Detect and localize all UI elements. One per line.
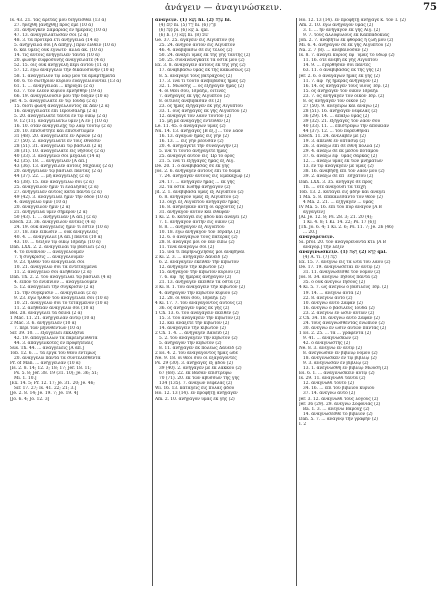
entry-line: 38 (31). 10. ἀναγγείλατε εἰς νήσους (2 α): [14, 149, 105, 155]
entry-line: 15. ἵνα τί παρηνώχλησάς μοι ἀναβῆναι: [159, 250, 245, 256]
entry-line: 39 (40). 2. ἀνήγαγέν με ἐκ λάκκου (2): [159, 366, 242, 372]
entry-line: 16. 14. ὃς ἀνήγαγεν τοὺς υἱοὺς Ἰσρ. (2): [303, 83, 390, 89]
entry-line: 31. 11. ἀναγνώσεσθε τὸν νόμον (2): [303, 270, 381, 276]
entry-line: 31. ἀνήγαγον αὐτὸν καὶ ἔθαψαν: [159, 209, 230, 215]
entry-line: 11. 2. ἀναγγελῶ σοι ἀλήθειαν (2 α): [14, 270, 92, 276]
entry-line: 7. 6. ἀφ᾽ ἧς ἡμέρας ἀνήγαγον (2): [159, 275, 232, 281]
entry-line: 15. διότι φωνὴ ἀναγγέλλοντος ἐκ Δὰν (2 α): [14, 103, 110, 109]
entry-line: 33. 1. οὓς ἀνήγαγες ἐκ γῆς Αἰγύπτου (2): [159, 108, 247, 114]
entry-line: 37. 6. ἀνάξω ἐφ᾽ ὑμᾶς σάρκας (2): [303, 154, 378, 160]
entry-line: 7. ἀνήγαγες ἐκ γῆς Αἰγύπτου (2): [159, 93, 230, 99]
entry-line: 22. 8. ἀνέγνω αὐτό (2): [303, 295, 353, 301]
entry-line: 61. 1. ... ἀναγγεῖλαι ... κηρύξαι (2 α): [14, 83, 94, 89]
entry-line: ἀναγορ.] τὴν λέξιν: [303, 245, 345, 251]
entry-line: 20. ἀναγγελῶ πάντα τὰ συντελεσθέντα: [14, 356, 101, 362]
entry-line: De. 17. 19. ἀναγνώσεται ἐν αὐτῷ (2): [299, 265, 380, 271]
entry-line: Ho. 12. 13 (14). ἐν προφήτῃ ἀνήγαγεν: [155, 391, 238, 397]
entry-line: 50. 25. συνανενέγκατε τὰ ὀστᾶ μου (2): [159, 58, 245, 64]
entry-line: Ezech. 11. 24. ἀνέλαβέν με (2): [299, 134, 366, 140]
entry-line: I. 2: [299, 421, 307, 427]
entry-line: 4. τὸ ἐνύπνιον ... ἀναγγελοῦμεν: [14, 250, 84, 256]
entry-line: 32. τὰ ὀστᾶ Ἰωσὴφ ἀνήγαγον (2): [159, 184, 231, 190]
entry-line: Jos. 8. 34. ἀνέγνω Ἰησοῦς πάντα (2): [299, 275, 378, 281]
entry-line: Wi. 16. 13. κατάγεις εἰς πύλας ᾅδου: [155, 386, 235, 392]
entry-line: 28. 8. ἀνάγαγέ μοι ὃν ἐὰν εἴπω (2): [159, 240, 235, 246]
entry-line: Jer. 4. 5. ἀναγγείλατε ἐν τῷ Ἰούδᾳ (2 α): [10, 98, 97, 104]
entry-line: Jer. 3. 12. ἀνάγνωθι τοὺς λόγους (2): [299, 396, 379, 402]
entry-line: 5. ἵνα τί τοῦτο ἀνηγάγετε ἡμᾶς: [159, 149, 228, 155]
running-head: ἀνάγειν — ἀναγινώσκειν.: [164, 3, 282, 13]
entry-line: 38. 16. ἀναβήσῃ ἐπὶ τὸν λαόν μου (2): [303, 169, 385, 175]
entry-line: (4) קוּם ni. (5) יָרַד hi. (6) פֶּרֶץ: [159, 23, 216, 29]
entry-line: [Ex. 14. 5; Pr. 12. 17; Je. 31. 20; Je. 46;: [10, 381, 95, 387]
entry-line: 8. ὃς ἀνήγαγεν τὸν οἶκον (2): [303, 98, 366, 104]
entry-line: 40. 4. ... ἀνάγγελλε [A ἀπ.] πάντα (10 α): [14, 235, 103, 241]
entry-line: 4. οἱ θεοί σου, Ἰσραήλ, οἵτινες: [159, 88, 226, 94]
entry-line: 10. 21. ἀναγγελῶ σοι τὸ τεταγμένον (10 α): [14, 300, 109, 306]
entry-line: 4 Ki. 17. 7. τοῦ ἀναγαγόντος αὐτοὺς (2): [155, 300, 243, 306]
entry-line: 1 Ki. 2. 6. κατάγει εἰς ᾅδου καὶ ἀνάγει (2): [155, 214, 247, 220]
entry-line: Is. 29. 11. ἀνάγνωθι ταῦτα (2): [299, 376, 366, 382]
entry-line: 23. 2. ἀνέγνω ἐν ὠσὶν αὐτῶν (2): [303, 310, 375, 316]
entry-line: 37. 18. ἐὰν εἴπωσιν ... οὐκ ἀναγγελεῖς: [14, 229, 98, 235]
entry-line: 20. ἀνάγγειλον ἡμῖν (2 α): [14, 204, 71, 210]
entry-line: 21. ἀνήγγειλα ὑμῖν σήμερον (2 α): [14, 209, 88, 215]
entry-line: ... 20.]: [303, 229, 317, 235]
entry-line: 57. 12. ἐγὼ ἀναγγελῶ τὴν δικαιοσύνην (10 α): [14, 68, 115, 74]
entry-line: 45 (38). 15. ἐὰν ἀναγγείλω σοι (2 α): [14, 179, 94, 185]
entry-line: 37. 14. ἀνέγνω αὐτὸ (2): [303, 391, 356, 397]
entry-line: 39. 2. ἀνάξω σε ἐπ᾽ ἐσχάτου (2): [303, 174, 374, 180]
entry-line: Ps. 5. 8; Jer. 38. 19 (31. 10); Je. 36; 51;: [14, 371, 99, 377]
entry-line: 16. 10. ὅταν ἀναγγείλῃς τῷ λαῷ τούτῳ (2 α): [14, 123, 112, 129]
entry-line: 32. 1. Μωυσῆς ... ὃς ἐξήγαγεν ἡμᾶς (2): [159, 83, 244, 89]
entry-line: 1 Ch. 13. 6. τοῦ ἀναγαγεῖν ἐκεῖθεν (2): [155, 310, 239, 316]
entry-line: Dan. Th. 2. 2. τοῦ ἀναγγεῖλαι τῷ βασιλεῖ (4 α): [10, 275, 112, 281]
entry-line: (6) b. (7) נָשָׂא hi. (8) שׁוּב: [159, 33, 209, 39]
column-3: [296, 18, 440, 586]
entry-line: Ne. 9. 18. οἱ θεοί σου οἱ ἐξαγαγόντες: [155, 356, 237, 362]
entry-line: Jd. 2. 1. ἀνεβίβασα ὑμᾶς ἐξ Αἰγύπτου (2): [155, 189, 244, 195]
entry-line: 24. 19. οὐκ ἀναγγελεῖς ἡμῖν τί ἐστιν (10 α): [14, 224, 109, 230]
entry-line: 17. ἀναβιβάσω ὑμᾶς ἐκ τῆς κακώσεως (2): [159, 68, 251, 74]
entry-line: 25. 24. ἀνῆγον αὐτὸν εἰς Αἴγυπτον: [159, 43, 236, 49]
entry-line: Ba. 1. 3. ... ἀνέγνω Βαροὺχ (2): [303, 406, 370, 412]
entry-line: 20. 10. ἐπισύστητε καὶ ἐπισυστῶμεν: [14, 129, 95, 135]
entry-line: 20. φωνὴν εὐφροσύνης ἀναγγείλατε (4 α): [14, 58, 105, 64]
entry-line: Tob. 12. 6. ... τὰ ἔργα τοῦ θεοῦ ἐντίμως: [10, 351, 97, 357]
entry-line: 50 (43). 1. ... ἀνήγγειλαν [A ἀπ.] (2 α): [14, 214, 97, 220]
entry-line: 40 (33). 3. ἀναγγελῶ σοι μεγάλα (14 α): [14, 154, 101, 160]
entry-line: 34. 16. ... ἐπὶ τοῦ βιβλίου κυρίου: [303, 386, 375, 392]
entry-line: 27. ἠνέχθη [ἀνήχθη] πρὸς ἐμὲ (10 α): [14, 23, 93, 29]
entry-line: ἀνάγειν. (1) נָשָׂא hi. (2) עָלָה hi.: [155, 18, 232, 23]
entry-line: Sir. 39. 10. ... ἐξαγγελεῖ ἐκκλησία: [10, 330, 84, 336]
entry-line: 27 (50). 2. ἀναγγείλατε ἐν τοῖς ἔθνεσιν: [14, 139, 101, 145]
entry-line: Mi. 6. 4. ἀνήγαγόν σε ἐκ γῆς Αἰγύπτου (2): [299, 43, 391, 49]
entry-line: 134 (135). 7. ἀνάγων νεφέλας (2): [159, 381, 233, 387]
entry-line: 8. ἀνέγνωσαν ἐν βιβλίῳ νόμου (2): [303, 351, 378, 357]
entry-line: Dan. LXX. 2. 2. ἀναγγεῖλαι τῷ βασιλεῖ (2 α): [10, 245, 106, 251]
entry-line: 63. 11. ὁ ἀναβιβάσας ἐκ τῆς γῆς (2): [303, 68, 382, 74]
entry-line: 13. ἐν τῷ ἀναγαγεῖν με ὑμᾶς (2): [303, 164, 374, 170]
entry-line: 39 (32). 21. ἐξήγαγες τὸν λαόν σου: [303, 118, 381, 124]
entry-line: 24. τοὺς ἀναγνωσθέντας ἐνώπιον (2): [303, 320, 385, 326]
entry-line: 16. ἀνέγνω ὁ βασιλεὺς Ἰούδα (2): [303, 305, 375, 311]
entry-line: Ho. 12. 13 (14). ἐν προφήτῃ ἀνήγαγε κ. τὸν Ἰ. (2): [299, 18, 406, 23]
entry-line: 36. ὃς ἀνήγαγεν ὑμᾶς ἐκ γῆς (2): [159, 305, 230, 311]
entry-line: 58. 1. ἀνάγγειλον τῷ λαῷ μου τὰ ἁμαρτήματα: [14, 73, 116, 79]
entry-line: 10. 18. ἐγὼ ἀνήγαγον τὸν Ἰσραὴλ (2): [159, 229, 241, 235]
entry-line: 43. 10. ... δεῖξον τῷ οἴκῳ Ἰσραὴλ (10 α): [14, 240, 101, 246]
entry-line: 44 (37). 22. ... μὴ ἀναγγείλῃς (2 α): [14, 174, 90, 180]
entry-line: Jon. 2. 7. ἀναβήτω ἐκ φθορᾶς ἡ ζωή μου (2): [299, 38, 394, 44]
entry-line: Am. 2. 10. ἀνήγαγον ὑμᾶς ἐκ γῆς (2): [155, 396, 235, 402]
entry-line: Si. prol. 20. τὸν ἀναγορεύοντα κτλ [A B: [299, 240, 386, 246]
entry-line: (6) פָּנָה pi. (6) יָצָא a. qal.: [159, 28, 209, 34]
entry-line: 1 Mac. 11. 21. ἀνήγγειλαν αὐτῷ (10 α): [10, 315, 96, 321]
entry-line: Am. 2. 10. ἐγὼ ἀνήγαγον ὑμᾶς (2): [299, 23, 374, 29]
entry-line: Ex. 15. 7. ἀνέγνω εἰς τὰ ὦτα τοῦ λαοῦ (2): [299, 260, 391, 266]
entry-line: 31 (48). 20. ἀναγγείλατε ἐν Ἀρνῶν (2 α): [14, 134, 103, 140]
entry-line: [Al. Je. 12. 8; Ps. 28. 3; 21. 20 (4);: [299, 214, 373, 220]
entry-line: Sus. Th. 44. ... ἀναγγελεῖς [A ἀπ.]: [10, 346, 84, 352]
entry-line: 4. ἀνήγαγον τὴν κιβωτὸν κυρίου (2): [159, 290, 238, 296]
entry-line: 67 (68). 22. ἐκ Βασὰν ἐπιστρέψω: [159, 371, 232, 377]
entry-line: Ps. 29 (30). 3. ἀνήγαγες ἐξ ᾅδου (2): [155, 361, 233, 367]
entry-line: 42 (35). 18. ... ἀνήγγειλεν [A ἀπ.]: [14, 159, 88, 165]
entry-line: Jer. 2. 6. ὁ ἀναγαγὼν ἡμᾶς ἐκ γῆς (2): [299, 73, 380, 79]
entry-line: Ne. 8. 3. ἀνέγνω ἐν αὐτῷ (2): [299, 346, 362, 352]
entry-line: 20. ἀνήγγειλαν τῷ βασιλεῖ πάντας (2 α): [14, 169, 102, 175]
entry-line: Is. 8. 7. ἀνάγει κύριος ἐφ᾽ ὑμᾶς τὸ ὕδωρ (2): [299, 53, 395, 59]
entry-line: 7. ἡ σύγκρισις ... ἀναγγελοῦμεν: [14, 255, 84, 261]
entry-line: 28 (51). 31. ἀναγγεῖλαι τῷ βασιλεῖ (2 α): [14, 144, 103, 150]
entry-line: 20. 4. ἀνηγάγετε τὴν συναγωγὴν (2): [159, 144, 239, 150]
entry-line: 2 Ch. 1. 4. ... ἀνήγαγεν Δαυεὶδ (2): [155, 330, 230, 336]
entry-line: 12. ... ἀνάξω ὑμᾶς ἐκ τῶν μνημάτων: [303, 159, 383, 165]
entry-line: Dan. LXX. 3. 35. ἀνήγαγέ σε πρὸς: [299, 179, 373, 185]
entry-line: 23. ὃς ἡμᾶς ἐξήγαγεν ἐκ γῆς Αἰγύπτου: [159, 103, 243, 109]
entry-line: 48. 3. τὰ πρότερα ἔτι ἀνήγγειλα (14 α): [14, 38, 99, 44]
entry-line: 35. ὃ οὐκ ἀνέγνω Ἰησοῦς (2): [303, 280, 365, 286]
entry-line: 27. ἀνήγγειλεν αὐτοῖς κατὰ πάντα (2 α): [14, 189, 102, 195]
entry-line: 50. 24. ἀνάξει ὑμᾶς ἐκ τῆς γῆς ταύτης (2): [159, 53, 251, 59]
entry-line: Dan. 5. 7. ... ἀναγνῷ τὴν γραφήν (2): [299, 416, 378, 422]
entry-line: 16. 13. ἀγαγὼν ἡμᾶς εἰς γῆν (2): [159, 134, 229, 140]
entry-line: 13. 1. ἀνεγνώσθη ἐν βιβλίῳ Μωυσῆ (2): [303, 366, 389, 372]
entry-line: 9. 7. τοὺς ἀλλοφύλους ἐκ Καππαδοκίας: [303, 33, 390, 39]
entry-line: 31. ἀνήνεγκεν Σαμαρίας ἐν ἡμέραις (10 α): [14, 28, 107, 34]
entry-line: 11. 2. ἀλήθειαν ἀναγγελῶ σοι (10 α): [14, 305, 95, 311]
entry-line: 63. 7. τὸν ἔλεον κυρίου ἐμνήσθην (19 α): [14, 88, 102, 94]
entry-line: 9. 41. ... ἀναγνώσκων (2): [303, 335, 359, 341]
entry-line: 1 Ma. 5. 8. ἐπεκαλέσαντο τὸν θεὸν (2): [299, 194, 383, 200]
entry-line: 1 Ki. 4. 8; 1 Ki. 14. 22; Ps. 17 (6)]: [303, 219, 376, 225]
entry-line: Sir. 17. 27; Is. 41. 22; 21; 3.]: [14, 386, 77, 392]
entry-line: 19. 14. ... ἀνέγνω αὐτά (2): [303, 290, 361, 296]
entry-line: 16. 13. ... εἰς γῆν ῥέουσαν (2): [159, 139, 224, 145]
entry-line: 7. 1. ἀνήγαγον αὐτὴν εἰς οἶκον (2): [159, 219, 235, 225]
entry-line: 5. 2. τοῦ ἀναγαγεῖν τὴν κιβωτὸν (2): [159, 335, 238, 341]
entry-line: [Is. 2. 8. 14; 12. 3; 18; 17; Jer. 18. 11;: [10, 366, 92, 372]
entry-line: 14. ἀναγνώσεσθε τὸ βιβλίον (2): [303, 411, 373, 417]
entry-line: Na. 2. 7 (8). ... ἀνεβαίνοσαν (2): [299, 48, 368, 54]
entry-line: 18. ἀνεγίνωσκεν ἐν τῷ βιβλίῳ (2): [303, 356, 377, 362]
entry-line: Pr. of Man. ... ἀνήγγειλαν (10 α): [10, 361, 81, 367]
entry-line: 15. ὃς ἀνήγαγεν τὸν οἶκον Ἰσραὴλ: [303, 88, 379, 94]
entry-line: 3. 1. ... ἣν ἀνήγαγον ἐκ γῆς Αἰγ. (2): [303, 28, 381, 34]
entry-line: Es. 6. 1. ... ἀναγινώσκειν αὐτῷ (2): [299, 371, 375, 377]
entry-line: 4 Ki. 5. 7. ὡς ἀνέγνω ὁ βασιλεὺς Ἰσρ. (2): [299, 285, 389, 291]
column-2: [152, 18, 296, 586]
entry-line: 10. 21. ἀναγγελῶ σοι τὰ ἐντεταγμένα: [14, 265, 97, 271]
entry-line: 70 (71). 20. ἐκ τῶν ἀβύσσων τῆς γῆς: [159, 376, 240, 382]
entry-line: 12. ἀνάγαγε τὸν λαὸν τοῦτον (2): [159, 113, 231, 119]
entry-line: 2 Mac. 3. 6. ἀνήγγειλεν (10 α): [10, 320, 77, 326]
entry-line: 25. ἀνάγαγε αὐτὸν εἰς Ὢρ τὸ ὄρος: [159, 154, 235, 160]
entry-line: 5. ἀνήγγειλά σοι [A ἀπήγγ.] πρὶν ἐλθεῖν (10 α): [14, 43, 116, 49]
entry-line: 40 (33). 11. ... ἐπιστρέψω τὴν ἀποικίαν: [303, 123, 389, 129]
entry-line: Ge. 37. 25. ἀγαγεῖν εἰς Αἴγυπτον (6): [155, 38, 235, 44]
entry-line: Ex. 3. 8. ἀναγαγεῖν αὐτοὺς ἐκ τῆς γῆς (2): [155, 63, 246, 69]
entry-line: 14. τίς αὐτοῖς ἀνήγγειλεν ταῦτα (10 α): [14, 53, 100, 59]
entry-line: Jos. 2. 6. ἀνήγαγεν αὐτοὺς ἐπὶ τὸ δῶμα: [155, 169, 241, 175]
entry-line: Jer. 36 (29). 29. ἀνέγνω Σοφονίας (2): [299, 401, 381, 407]
entry-line: 26. 3. ἀνάξω ἐπὶ σὲ ἔθνη πολλὰ (2): [303, 144, 380, 150]
entry-line: 42. 19. ἀπαγγέλλων τὰ παρεληλυθότα: [14, 335, 98, 341]
entry-line: 8. 5. ἀνάγαγε τοὺς βατράχους (2): [159, 73, 233, 79]
entry-line: 36 (29). 14. ... ἀπάξω ὑμᾶς (2): [303, 113, 370, 119]
entry-line: 12. 28. οἱ θεοί σου, Ἰσραὴλ (2): [159, 295, 226, 301]
entry-line: 4. ἀναγγελῶ ὑμῖν (10 α): [14, 199, 67, 205]
entry-line: 43 (36). 13. ἀνήγγειλεν αὐτοῖς Μιχαίας (2 α): [14, 164, 113, 170]
entry-line: 27 (50). 9. ἀνεγείρω καὶ ἀνάγω (2): [303, 103, 380, 109]
entry-line: 11. 16. ὅτε ἀνέβη ἐκ γῆς Αἰγύπτου: [303, 58, 378, 64]
entry-line: 9. 3. ἀνέγνωσαν ἐν βιβλίῳ (2): [303, 361, 369, 367]
page-header: [8, 3, 439, 16]
entry-line: 15. τὴν σύγκρισιν ... ἀναγγεῖλαι (2 α): [14, 290, 97, 296]
entry-line: 12. ἀνήγαγεν τὴν κιβωτὸν (2): [159, 265, 224, 271]
entry-line: 7. περὶ τῶν μηνυθέντων (10 α): [14, 325, 81, 331]
entry-line: 2 Ch. 34. 18. ἀνέγνω αὐτὸ Σαφὰν (2): [299, 315, 380, 321]
entry-line: Nu. 14. 13. ἀνήγαγες [B ἐξ.] ... τὸν λαὸν: [155, 129, 244, 135]
entry-line: 4. εἰπὸν τὸ ἐνύπνιον ... ἀναγγελοῦμεν: [14, 280, 98, 286]
entry-line: 19. 3. ἀπέλθε ἐν ὀπτασίᾳ (2): [303, 139, 366, 145]
entry-line: 21. 5. ἵνα τί ἐξήγαγες ἡμᾶς ἐξ Αἰγ.: [159, 159, 235, 165]
entry-line: Th. ... ὅτε ἀνάγουσι τὰ τείχη: [303, 184, 366, 190]
entry-line: Ezech. 23. 36. ἀνάγγειλον αὐταῖς (4 α): [10, 219, 96, 225]
entry-line: Mi. 1. 10.]: [14, 376, 37, 382]
entry-line: 28 (51). 16. ἀνήγαγεν νεφέλας (2): [303, 108, 378, 114]
entry-line: ἀναγορεύειν.: [299, 235, 335, 241]
entry-line: 1 Es. 2. 25. ... τὰ ... γραφέντα (2): [299, 330, 371, 336]
entry-line: Le. 11. 45. ὁ ἀναγαγὼν ὑμᾶς (2): [155, 123, 226, 129]
entry-line: 47. 13. ἀναγγειλάτωσαν σοι (2 α): [14, 33, 89, 39]
entry-line: 17. 3. ἵνα τί τοῦτο ἀνεβίβασας ἡμᾶς (2): [159, 78, 246, 84]
entry-line: 12. 6. ὁ ἀναγαγὼν τοὺς πατέρας (2): [159, 235, 238, 241]
entry-line: 8. 11. ἀνήγαγεν ἐκ πόλεως Δαυεὶδ (2): [159, 346, 242, 352]
entry-line: Tob. 13. 2. κατάγει εἰς ᾅδην καὶ ἀνάγει: [299, 189, 386, 195]
page-number: 75: [423, 2, 437, 13]
entry-line: 21. 13. ἀνήγαγεν ἐκεῖθεν τὰ ὀστᾶ (2): [159, 280, 241, 286]
entry-line: 6. 2. ἀναγαγεῖν ἐκεῖθεν τὴν κιβωτὸν: [159, 260, 239, 266]
entry-line: 11. τίνα ἀναγάγω σοι (2): [159, 245, 215, 251]
entry-line: 15. μή με ἀναγάγῃς ἐντεῦθεν (2): [159, 118, 231, 124]
entry-line: 5. 12. ἀναγγελεῖ τὴν σύγκρισιν (2 α): [14, 285, 95, 291]
entry-line: 12. καὶ ἀνάξετε τὴν κιβωτὸν (2): [159, 320, 230, 326]
entry-line: 16. ἀναγγείλατε ἐπὶ Ἱερουσαλὴμ (2 α): [14, 108, 98, 114]
entry-line: (4) A. τί. (7) הָגָה: [303, 255, 337, 261]
entry-line: Bel. 28. ἀναγγελεῖ τὰ δεινὰ (2 α): [10, 310, 83, 316]
entry-line: [Th. Jo. 6. 4; 1 Ki. 2. 6; Ps. 11. 7; Je. 26 (46): [299, 224, 394, 230]
column-1: [8, 18, 152, 586]
entry-line: 6. καὶ ὑμεῖς οὐκ ἔγνωτε· ἀλλὰ ἀκ. (10 α): [14, 48, 103, 54]
entry-line: 11. 7. ἀφ᾽ ἧς ἡμέρας ἀνήγαγον (2): [303, 78, 379, 84]
entry-line: 24. 17. ... ἀνήγαγεν ἡμᾶς ... ἐκ γῆς: [159, 179, 235, 185]
entry-line: IV Ma. 5. 16. ἐπὶ τοῦ πῦρ ἀναγον [A B: [299, 204, 382, 210]
entry-line: 2 Es. 4. 2. τοῦ ἀναγαγόντος ἡμᾶς ὧδε: [155, 351, 238, 357]
entry-line: Is. 43. 21. τὰς ἀρετάς μου διηγεῖσθαι (13 α): [10, 18, 107, 23]
entry-line: 66. 19. ἀναγγελοῦσίν μου τὴν δόξαν (10 α): [14, 93, 109, 99]
entry-line: 44. 3. ἀπαγγελκότες ἐν προφητείαις: [14, 341, 94, 346]
entry-line: 46. 4. ἀναβιβάσω σε εἰς τέλος (2): [159, 48, 233, 54]
entry-line: 9. 23. ἐγὼ ἦλθον τοῦ ἀναγγεῖλαί σοι (10 α): [14, 295, 109, 301]
entry-line: 49 (42). 3. ἀναγγείλαι ἡμῖν τὴν ὁδὸν (10 α): [14, 194, 109, 200]
entry-line: 30. ἀνέγνω ἐν ὠσὶν αὐτῶν πάντας (2): [303, 325, 387, 331]
entry-line: 23. 7. ὃς ἀνήγαγεν τὸν οἶκον Ἰσρ. (2): [303, 93, 385, 99]
entry-line: 3 Ki. 8. 1. τοῦ ἀναγαγεῖν τὴν κιβωτὸν (2): [155, 285, 245, 291]
entry-line: 8. 8. ... ἀνήγαγον ἐξ Αἰγύπτου: [159, 224, 225, 230]
entry-line: 15. ἀνήγαγον τὴν κιβωτὸν κυρίου (2): [159, 270, 241, 276]
entry-line: 14. 9. ... ἐγερθῆσαν σοι πάντες: [303, 63, 371, 69]
entry-line: 42. ὁ ἀναγνώστης (2): [303, 341, 350, 346]
entry-line: 4 Ma. 2. 21. ... ἐξήγαγεν ... ὑμᾶς: [303, 199, 374, 205]
entry-line: De. 20. 1. ὁ ἀναβιβάσας σε ἐκ γῆς: [155, 164, 230, 170]
entry-line: 15. 3. τοῦ ἀναγαγεῖν τὴν κιβωτὸν (2): [159, 315, 241, 321]
text-columns: [8, 18, 441, 586]
entry-line: 25. ἀνάγγειλον ἡμῖν τί ἐλάλησας (2 α): [14, 184, 99, 190]
entry-line: 9. 23. ἦλθον τοῦ ἀναγγεῖλαί σοι: [14, 260, 85, 266]
entry-line: 16. 8. ἀνήνεγκαν αὐτῇ οἱ ἄρχοντες (2): [159, 204, 243, 210]
entry-line: 5. 20. ἀναγγείλατε ταῦτα ἐν τῷ οἴκῳ (2 α): [14, 113, 107, 119]
entry-line: 60. 6. τὸ σωτήριον κυρίου εὐαγγελιοῦνται (13 α): [14, 78, 121, 84]
entry-line: 14. ἀναγαγεῖν τὴν κιβωτὸν (2): [159, 325, 226, 331]
entry-line: 12. ἀνάγνωθι τοῦτο (2): [303, 381, 354, 387]
entry-line: ἀγγαγεῖν]: [303, 209, 325, 215]
entry-line: [Je. 2. 8. 14; Je. 19. 7; Je. 19. 4]: [10, 391, 79, 397]
entry-line: 9. 12 (11). ἀναγγειλάτω ὑμῖν [A ἐν ] (10 α): [14, 118, 108, 124]
entry-line: 2 Ki. 2. 3. ... ἀνήγαγεν Δαυεὶδ (2): [155, 255, 228, 261]
entry-line: 10. ἀνέγνω αὐτὸ Σαφὰν (2): [303, 300, 363, 306]
entry-line: 52. 15. οἷς οὐκ ἀνηγγέλη περὶ αὐτοῦ (11 α): [14, 63, 108, 69]
entry-line: [Jo. 6. 4; Jo. 12. 3]: [10, 396, 50, 402]
entry-line: 29. 4. ἀνάξω σε ἐκ μέσου ποταμοῦ: [303, 149, 379, 155]
entry-line: ἀναγινώσκειν. (1) קָרָא (2) רָאָה qal.: [299, 250, 387, 256]
entry-line: 44 (37). 12. ... τοῦ πορευθῆναι: [303, 129, 370, 135]
entry-line: 5. ἀνήγαγον τὴν κιβωτὸν (2): [159, 341, 222, 346]
entry-line: 6. 8. ἀνήγαγον ὑμᾶς ἐξ Αἰγύπτου (2): [159, 194, 239, 200]
entry-line: 7. 24. ἀνήγαγεν αὐτοὺς εἰς Ἐμεκαχώρ (2): [159, 174, 250, 180]
entry-line: 13. οὐχὶ ἐξ Αἰγύπτου ἀνήγαγεν ἡμᾶς: [159, 199, 239, 205]
entry-line: 8. οἵτινες ἀνεβίβασάν σε (2): [159, 98, 222, 104]
